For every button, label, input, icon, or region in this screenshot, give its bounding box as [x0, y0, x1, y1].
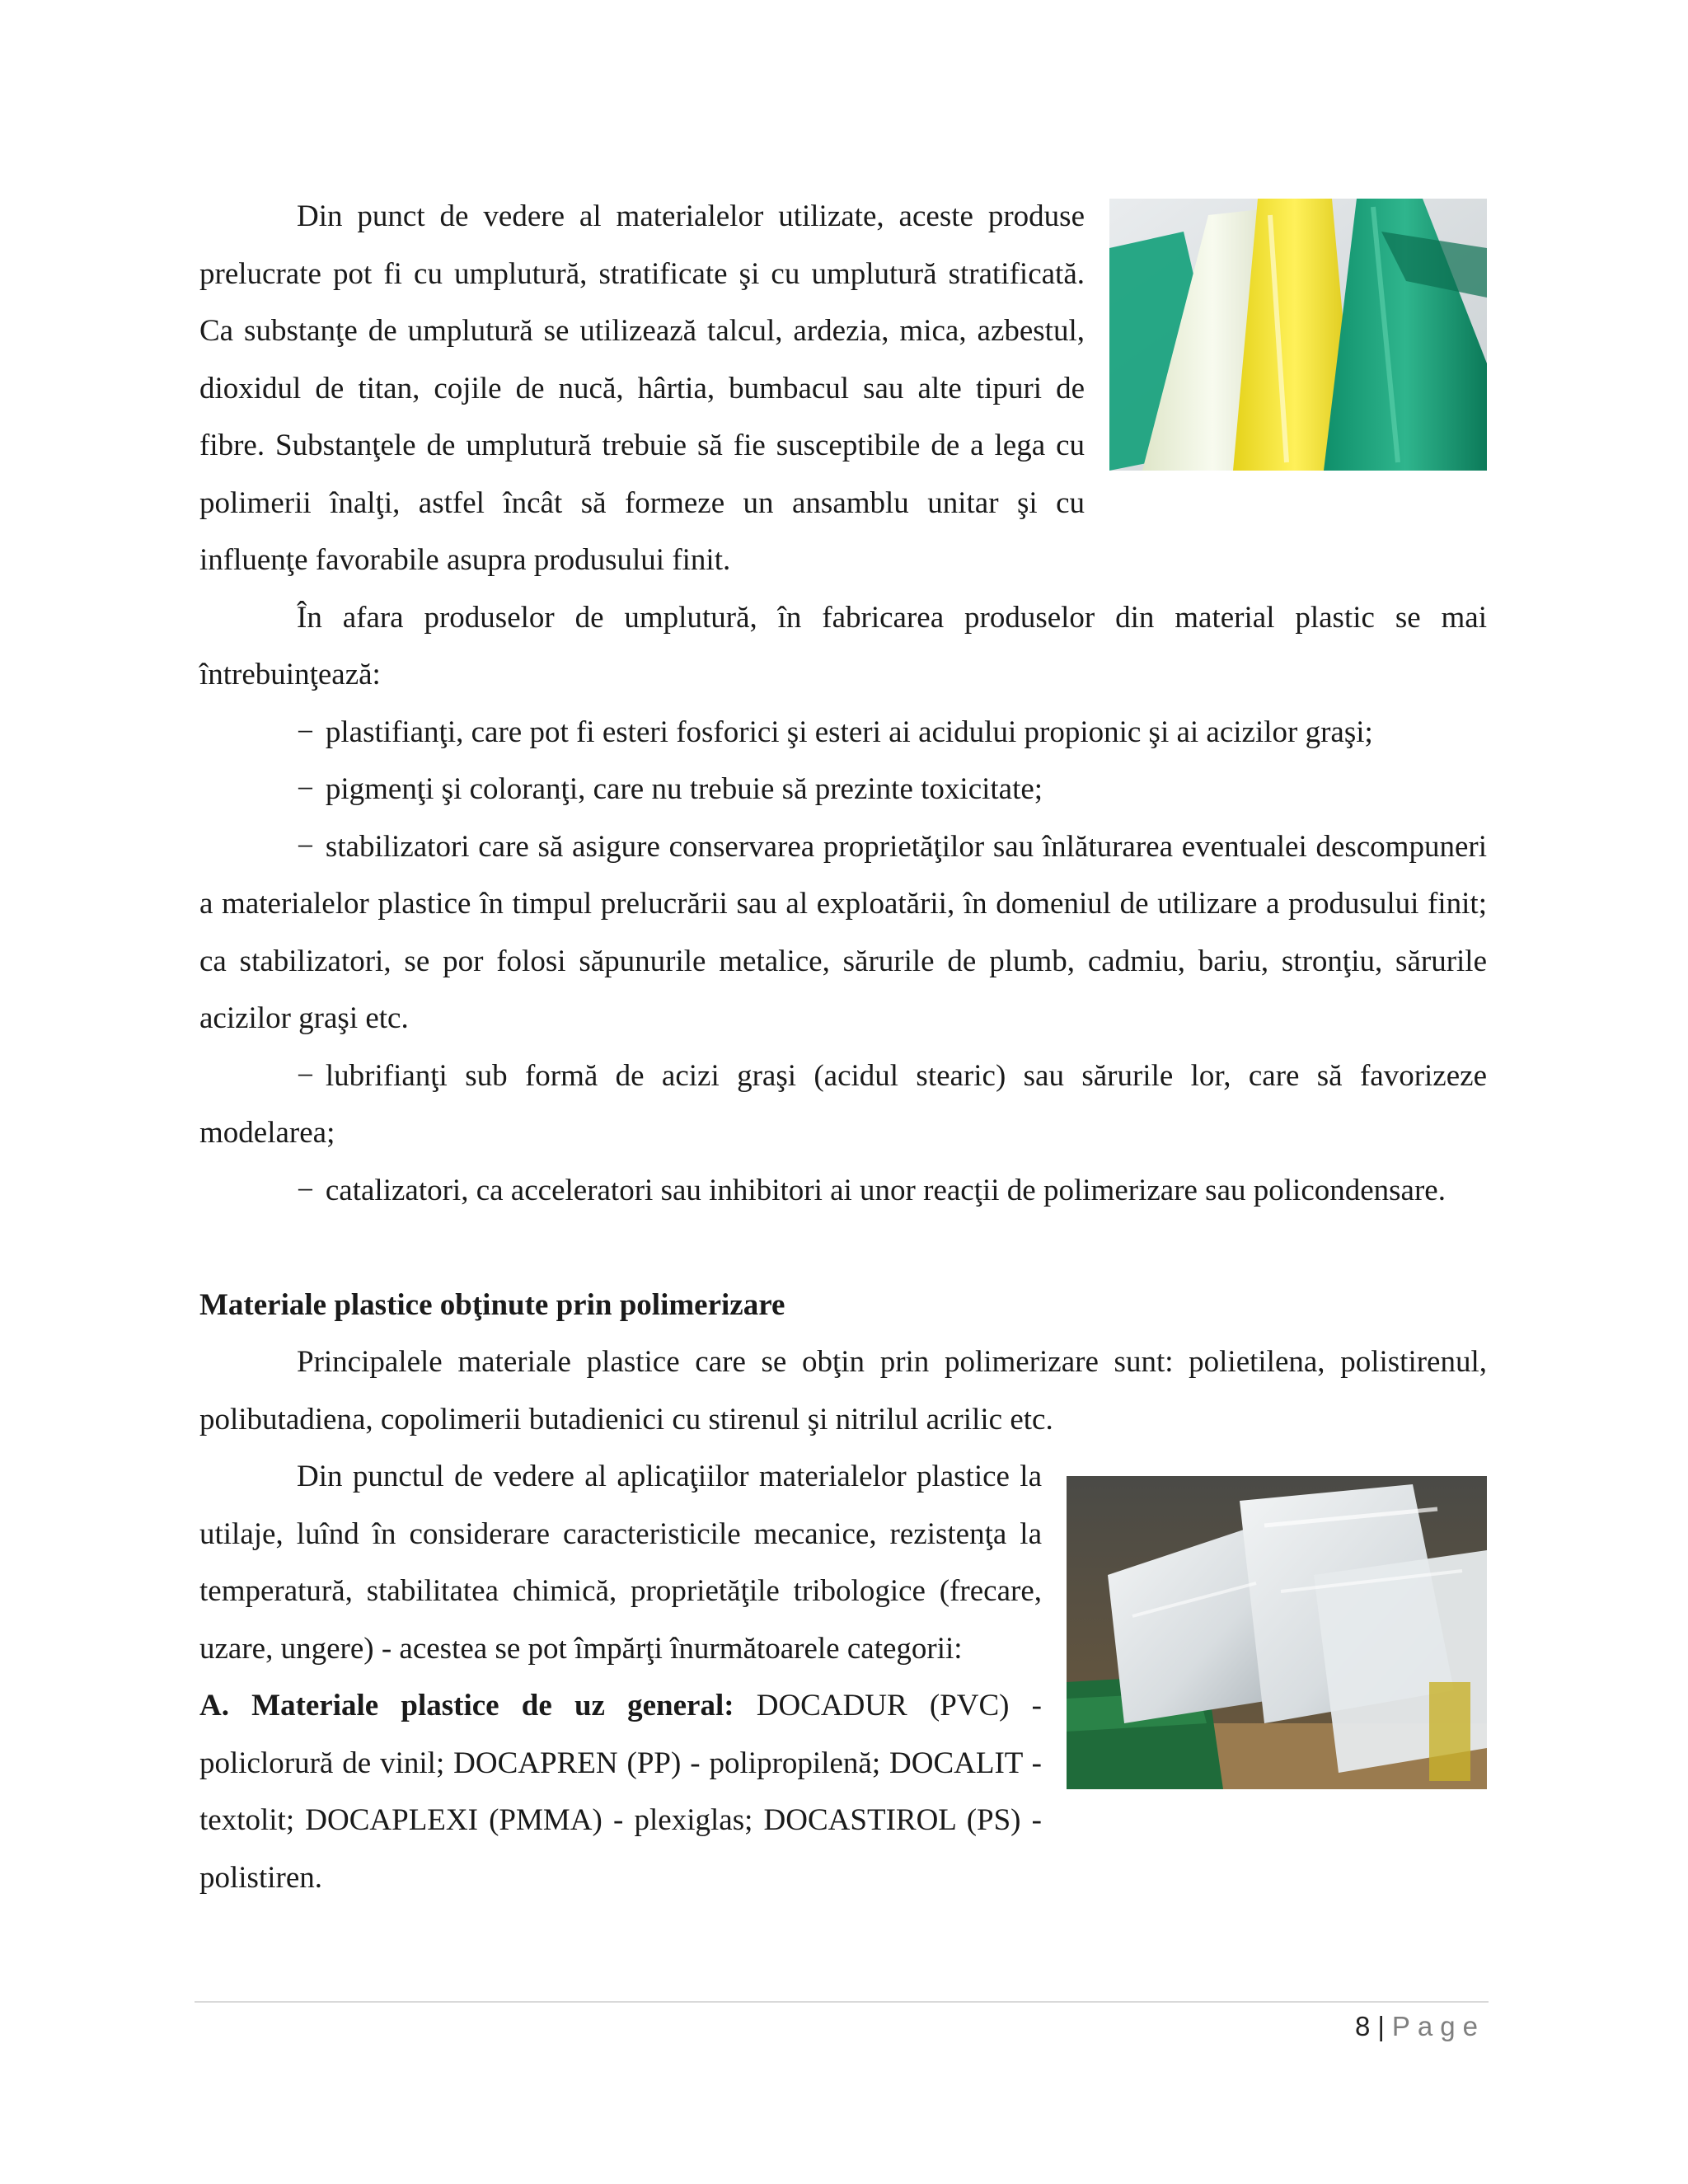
- paragraph-polymerization: Principalele materiale plastice care se obţin prin polimerizare sunt: polietilena, polistirenul, polibutadiena, copolimerii butadienici cu stirenul şi nitrilul acrilic etc.: [199, 1345, 1487, 1436]
- list-marker: −: [297, 1173, 314, 1207]
- page-word: Page: [1391, 2011, 1485, 2041]
- list-marker: −: [297, 829, 314, 864]
- page-footer: [1355, 2011, 1485, 2042]
- paragraph-fillers: Din punct de vedere al materialelor utilizate, aceste produse prelucrate pot fi cu umplutură, stratificate şi cu umplutură stratificată. Ca substanţe de umplutură se utilizează talcul, ardezia, mica, azbestul, dioxidul de titan, cojile de nucă, hârtia, bumbacul sau alte tipuri de fibre. Substanţele de umplutură trebuie să fie susceptibile de a lega cu polimerii înalţi, astfel încât să formeze un ansamblu unitar şi cu influenţe favorabile asupra produsului finit.: [199, 199, 1085, 577]
- footer-divider: [195, 2001, 1489, 2003]
- paragraph-categories: Din punctul de vedere al aplicaţiilor materialelor plastice la utilaje, luînd în considerare caracteristicile mecanice, rezistenţa la temperatură, stabilitatea chimică, proprietăţile tribologice (frecare, uzare, ungere) - acestea se pot împărţi înurmătoarele categorii:: [199, 1460, 1042, 1666]
- plastic-rolls-photo: [1109, 199, 1487, 471]
- paragraph-additives-intro: În afara produselor de umplutură, în fabricarea produselor din material plastic se mai întrebuinţează:: [199, 600, 1487, 691]
- list-item: − pigmenţi şi coloranţi, care nu trebuie să prezinte toxicitate;: [297, 772, 1043, 806]
- category-a-label: A. Materiale plastice de uz general:: [199, 1689, 734, 1722]
- list-marker: −: [297, 715, 314, 749]
- category-a-text: DOCADUR (PVC) - policlorură de vinil; DOCAPREN (PP) - polipropilenă; DOCALIT - textolit; DOCAPLEXI (PMMA) - plexiglas; DOCASTIROL (PS) - polistiren.: [199, 1689, 1042, 1895]
- list-item: − catalizatori, ca acceleratori sau inhibitori ai unor reacţii de polimerizare sau policondensare.: [297, 1173, 1446, 1207]
- page-number: 8: [1354, 2011, 1372, 2041]
- list-item: − plastifianţi, care pot fi esteri fosforici şi esteri ai acidului propionic şi ai acizilor graşi;: [297, 715, 1373, 749]
- section-heading: Materiale plastice obţinute prin polimerizare: [199, 1287, 785, 1322]
- list-item: − lubrifianţi sub formă de acizi graşi (acidul stearic) sau sărurile lor, care să favorizeze modelarea;: [199, 1058, 1487, 1150]
- list-marker: −: [297, 772, 314, 806]
- footer-separator: |: [1377, 2011, 1386, 2041]
- page-content: [199, 188, 1487, 1906]
- plastic-bags-photo: [1067, 1476, 1487, 1789]
- list-marker: −: [297, 1058, 314, 1093]
- list-item: − stabilizatori care să asigure conservarea proprietăţilor sau înlăturarea eventualei descompuneri a materialelor plastice în timpul prelucrării sau al exploatării, în domeniul de utilizare a produsului finit; ca stabilizatori, se por folosi săpunurile metalice, sărurile de plumb, cadmiu, bariu, stronţiu, sărurile acizilor graşi etc.: [199, 829, 1487, 1035]
